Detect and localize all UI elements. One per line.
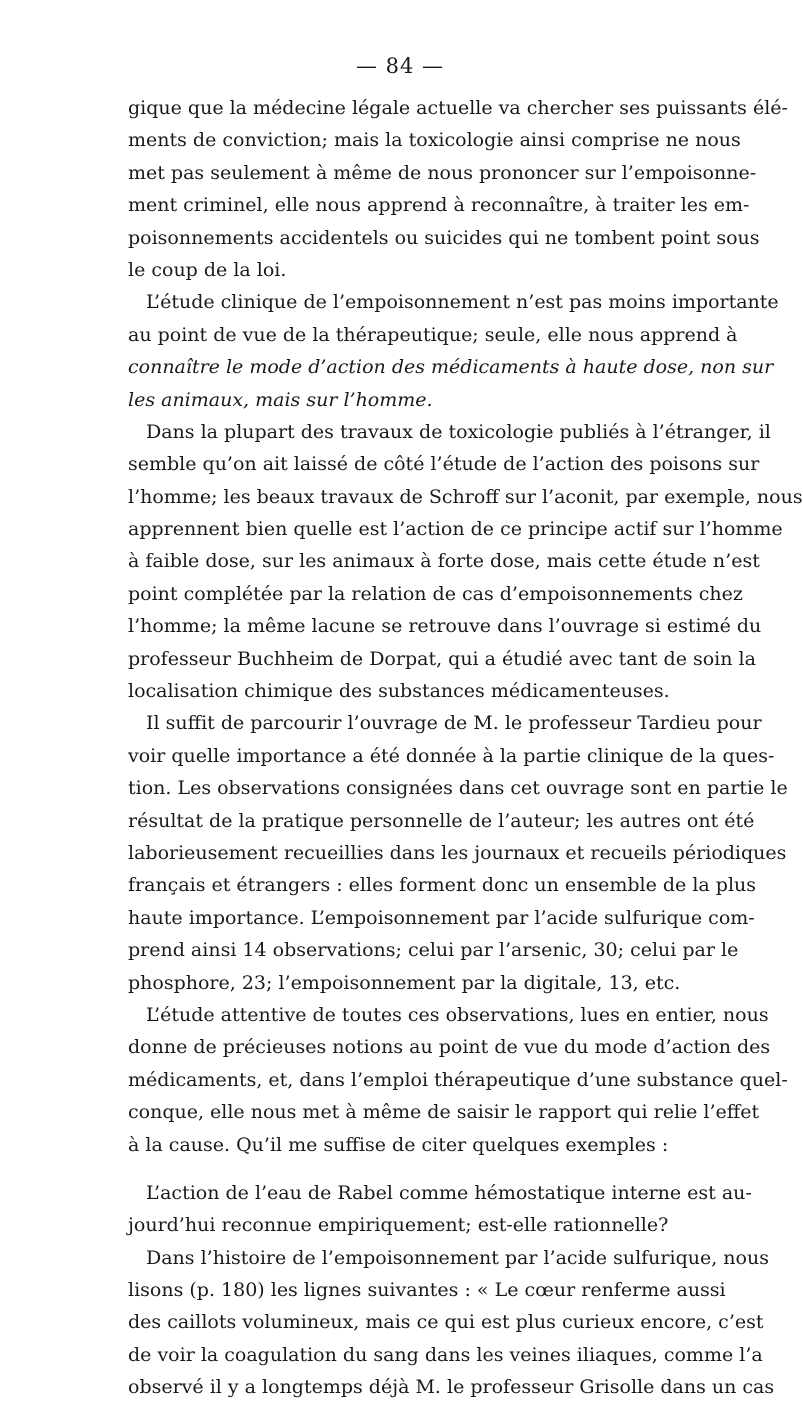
text-line: de voir la coagulation du sang dans les veines iliaques, comme l’a [128, 1343, 763, 1366]
text-line: ments de conviction; mais la toxicologie ainsi comprise ne nous [128, 129, 741, 152]
text-line: Il suffit de parcourir l’ouvrage de M. le professeur Tardieu pour [146, 712, 762, 735]
text-line: les animaux, mais sur l’homme. [128, 388, 433, 411]
text-line: phosphore, 23; l’empoisonnement par la digitale, 13, etc. [128, 971, 681, 994]
text-line: jourd’hui reconnue empiriquement; est-elle rationnelle? [128, 1214, 669, 1237]
text-line: l’homme; les beaux travaux de Schroff sur l’aconit, par exemple, nous [128, 485, 803, 508]
text-line: observé il y a longtemps déjà M. le professeur Grisolle dans un cas [128, 1376, 775, 1399]
text-line: L’étude attentive de toutes ces observations, lues en entier, nous [146, 1003, 769, 1026]
text-line: L’étude clinique de l’empoisonnement n’est pas moins importante [146, 291, 779, 314]
text-line: résultat de la pratique personnelle de l’auteur; les autres ont été [128, 809, 755, 832]
text-line: connaître le mode d’action des médicaments à haute dose, non sur [128, 356, 774, 379]
text-line: laborieusement recueillies dans les journaux et recueils périodiques [128, 841, 787, 864]
text-line: lisons (p. 180) les lignes suivantes : « Le cœur renferme aussi [128, 1279, 726, 1302]
text-line: Dans l’histoire de l’empoisonnement par l’acide sulfurique, nous [146, 1246, 769, 1269]
text-line: point complétée par la relation de cas d’empoisonnements chez [128, 582, 743, 605]
text-line: au point de vue de la thérapeutique; seule, elle nous apprend à [128, 323, 738, 346]
text-line: L’action de l’eau de Rabel comme hémostatique interne est au- [146, 1181, 752, 1204]
text-line: localisation chimique des substances médicamenteuses. [128, 680, 670, 703]
text-line: l’homme; la même lacune se retrouve dans l’ouvrage si estimé du [128, 615, 762, 638]
text-line: à faible dose, sur les animaux à forte dose, mais cette étude n’est [128, 550, 760, 573]
text-line: médicaments, et, dans l’emploi thérapeutique d’une substance quel- [128, 1068, 788, 1091]
text-line: voir quelle importance a été donnée à la partie clinique de la ques- [128, 744, 775, 767]
text-line: le coup de la loi. [128, 258, 287, 281]
text-line: donne de précieuses notions au point de vue du mode d’action des [128, 1036, 771, 1059]
page-number: — 84 — [355, 54, 445, 78]
text-line: ment criminel, elle nous apprend à reconnaître, à traiter les em- [128, 194, 750, 217]
text-line: haute importance. L’empoisonnement par l’acide sulfurique com- [128, 906, 755, 929]
text-line: Dans la plupart des travaux de toxicologie publiés à l’étranger, il [146, 420, 771, 443]
text-line: prend ainsi 14 observations; celui par l’arsenic, 30; celui par le [128, 939, 739, 962]
body-text [128, 92, 803, 1404]
text-line: gique que la médecine légale actuelle va chercher ses puissants élé- [128, 97, 788, 119]
text-line: apprennent bien quelle est l’action de ce principe actif sur l’homme [128, 518, 783, 541]
text-line: met pas seulement à même de nous prononcer sur l’empoisonne- [128, 161, 757, 184]
text-line: français et étrangers : elles forment donc un ensemble de la plus [128, 874, 757, 897]
text-line: à la cause. Qu’il me suffise de citer quelques exemples : [128, 1133, 669, 1156]
text-line: conque, elle nous met à même de saisir le rapport qui relie l’effet [128, 1101, 760, 1124]
text-line: professeur Buchheim de Dorpat, qui a étudié avec tant de soin la [128, 647, 756, 670]
text-line: tion. Les observations consignées dans cet ouvrage sont en partie le [128, 777, 788, 800]
text-line: des caillots volumineux, mais ce qui est plus curieux encore, c’est [128, 1311, 764, 1334]
text-line: poisonnements accidentels ou suicides qui ne tombent point sous [128, 226, 760, 249]
text-line: semble qu’on ait laissé de côté l’étude de l’action des poisons sur [128, 453, 760, 476]
